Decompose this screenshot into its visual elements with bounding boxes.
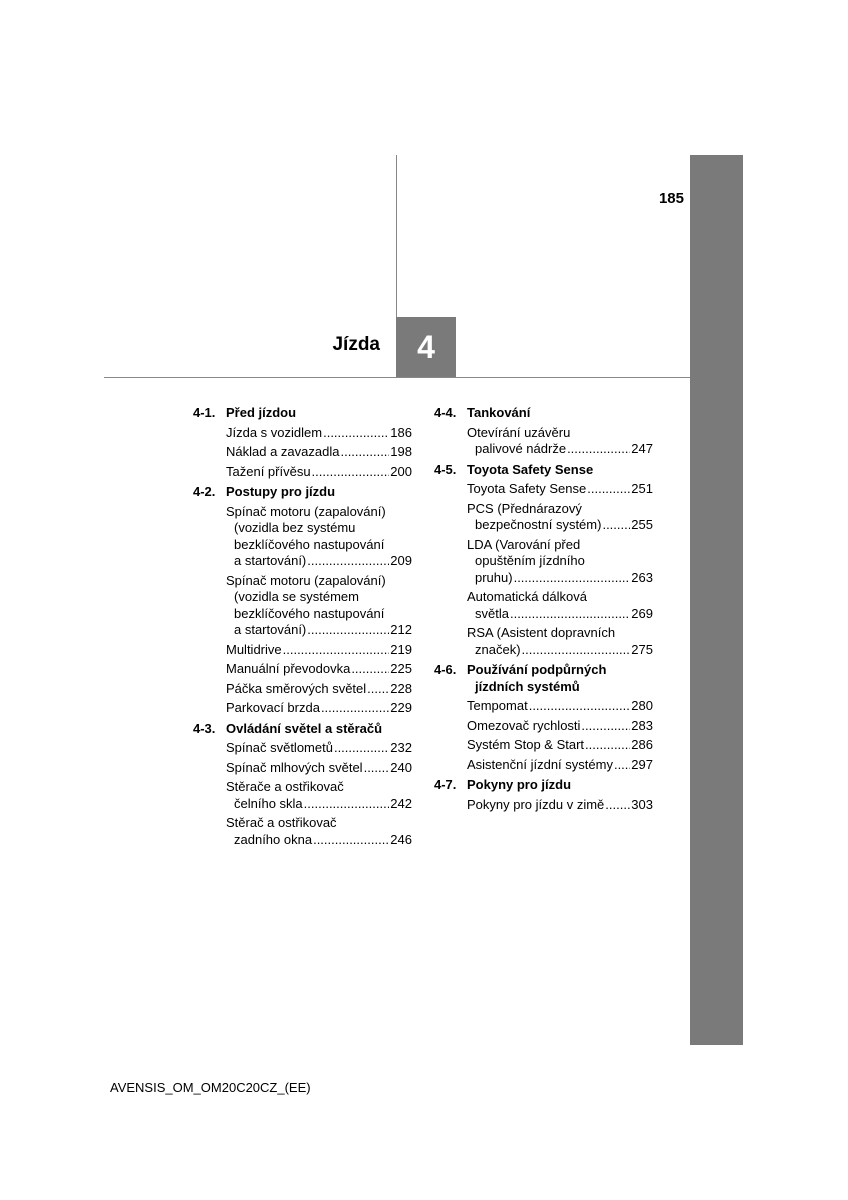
entry-text-line: RSA (Asistent dopravních — [467, 625, 616, 640]
entry-text: čelního skla — [234, 795, 303, 811]
dot-leader — [581, 718, 630, 735]
entry-page-number: 246 — [390, 831, 412, 847]
entry-last-line — [226, 642, 412, 659]
toc-section — [434, 662, 653, 773]
entry-last-line — [226, 832, 412, 849]
section-heading — [434, 462, 653, 479]
document-code: AVENSIS_OM_OM20C20CZ_(EE) — [110, 1080, 311, 1095]
dot-leader — [614, 757, 630, 774]
entry-text-line: Spínač motoru (zapalování) — [226, 572, 386, 588]
entry-last-line — [467, 441, 653, 458]
vertical-rule — [396, 155, 397, 317]
toc-entry[interactable] — [193, 425, 412, 442]
section-number: 4-1. — [193, 405, 216, 420]
section-title — [467, 405, 653, 422]
dot-leader — [567, 441, 630, 458]
toc-entry[interactable] — [193, 779, 412, 812]
toc-right-column — [434, 405, 653, 817]
entry-text: zadního okna — [234, 831, 313, 847]
entry-last-line — [226, 681, 412, 698]
toc-entry[interactable] — [193, 681, 412, 698]
entry-last-line — [226, 464, 412, 481]
dot-leader — [321, 700, 389, 717]
entry-text-line: Stěrač a ostřikovač — [226, 815, 337, 830]
entry-last-line — [467, 757, 653, 774]
entry-text-line: opuštěním jízdního — [475, 553, 585, 568]
section-number: 4-2. — [193, 484, 216, 499]
entry-text: bezpečnostní systém) — [475, 517, 602, 532]
toc-entry[interactable] — [434, 737, 653, 754]
entry-page-number: 286 — [631, 737, 653, 752]
dot-leader — [312, 464, 390, 481]
entry-page-number: 200 — [390, 463, 412, 479]
entry-last-line — [467, 481, 653, 498]
dot-leader — [340, 444, 389, 461]
entry-page-number: 283 — [631, 717, 653, 733]
entry-text: Asistenční jízdní systémy — [467, 756, 613, 772]
section-number: 4-6. — [434, 662, 457, 677]
dot-leader — [313, 832, 389, 849]
entry-text: Pokyny pro jízdu v zimě — [467, 796, 605, 812]
entry-page-number: 229 — [390, 700, 412, 715]
entry-last-line — [467, 698, 653, 715]
entry-text-line: bezklíčového nastupování — [234, 536, 385, 552]
entry-page-number: 186 — [390, 424, 412, 440]
toc-entry[interactable] — [193, 642, 412, 659]
dot-leader — [364, 760, 390, 777]
entry-page-number: 225 — [390, 661, 412, 676]
toc-entry[interactable] — [193, 815, 412, 848]
section-title — [226, 405, 412, 422]
entry-last-line — [467, 718, 653, 735]
entry-text: Systém Stop & Start — [467, 737, 585, 752]
toc-entry[interactable] — [193, 760, 412, 777]
entry-page-number: 269 — [631, 605, 653, 621]
entry-page-number: 219 — [390, 641, 412, 657]
entry-text: Náklad a zavazadla — [226, 444, 340, 459]
entry-text-line: Automatická dálková — [467, 589, 587, 604]
entry-text: a startování) — [234, 622, 307, 637]
section-title — [226, 484, 412, 501]
entry-last-line — [467, 606, 653, 623]
dot-leader — [334, 740, 389, 757]
entry-page-number: 255 — [631, 517, 653, 532]
section-number: 4-7. — [434, 777, 457, 792]
dot-leader — [602, 517, 630, 534]
toc-entry[interactable] — [434, 698, 653, 715]
entry-text-line: PCS (Přednárazový — [467, 500, 582, 516]
entry-page-number: 228 — [390, 680, 412, 696]
toc-entry[interactable] — [434, 481, 653, 498]
dot-leader — [514, 570, 631, 587]
section-heading — [193, 721, 412, 738]
toc-section — [193, 405, 412, 480]
chapter-title: Jízda — [332, 334, 380, 355]
toc-section — [193, 484, 412, 717]
dot-leader — [304, 796, 390, 813]
toc-entry[interactable] — [193, 700, 412, 717]
entry-page-number: 198 — [390, 444, 412, 459]
dot-leader — [529, 698, 631, 715]
entry-page-number: 240 — [390, 759, 412, 775]
entry-last-line — [226, 760, 412, 777]
toc-entry[interactable] — [434, 757, 653, 774]
entry-text-line: Spínač motoru (zapalování) — [226, 503, 386, 519]
entry-text: Manuální převodovka — [226, 661, 351, 676]
entry-text: Toyota Safety Sense — [467, 481, 587, 496]
entry-text: Jízda s vozidlem — [226, 424, 323, 440]
entry-last-line — [467, 570, 653, 587]
toc-entry[interactable] — [193, 740, 412, 757]
section-title-line: Pokyny pro jízdu — [467, 777, 572, 792]
toc-section — [434, 405, 653, 458]
dot-leader — [323, 425, 389, 442]
entry-text: palivové nádrže — [475, 441, 567, 456]
entry-text: Omezovač rychlosti — [467, 717, 581, 733]
dot-leader — [587, 481, 630, 498]
entry-text-line: (vozidla se systémem — [234, 589, 359, 604]
entry-last-line — [226, 553, 412, 570]
entry-page-number: 303 — [631, 796, 653, 812]
toc-section — [193, 721, 412, 849]
toc-entry[interactable] — [434, 537, 653, 587]
toc-entry[interactable] — [434, 425, 653, 458]
section-title-line: jízdních systémů — [475, 678, 580, 694]
toc-entry[interactable] — [193, 464, 412, 481]
entry-page-number: 242 — [390, 795, 412, 811]
entry-last-line — [467, 517, 653, 534]
section-number: 4-3. — [193, 720, 216, 736]
entry-text: Páčka směrových světel — [226, 680, 367, 696]
toc-entry[interactable] — [434, 625, 653, 658]
section-heading — [193, 484, 412, 501]
entry-page-number: 247 — [631, 441, 653, 456]
section-heading — [434, 777, 653, 794]
entry-text: Tažení přívěsu — [226, 463, 311, 479]
toc-entry[interactable] — [434, 501, 653, 534]
entry-text: Multidrive — [226, 641, 282, 657]
section-title — [467, 662, 653, 695]
section-title-line: Toyota Safety Sense — [467, 461, 594, 477]
entry-text-line: Stěrače a ostřikovač — [226, 779, 344, 794]
entry-last-line — [226, 444, 412, 461]
entry-last-line — [226, 622, 412, 639]
entry-text: Spínač mlhových světel — [226, 759, 363, 775]
section-title-line: Používání podpůrných — [467, 662, 607, 677]
section-heading — [434, 662, 653, 695]
chapter-number-box: 4 — [396, 317, 456, 377]
toc-entry[interactable] — [434, 718, 653, 735]
dot-leader — [307, 622, 389, 639]
chapter-side-tab — [690, 155, 743, 1045]
section-number: 4-4. — [434, 405, 457, 420]
entry-last-line — [226, 425, 412, 442]
entry-text: značek) — [475, 641, 521, 657]
entry-last-line — [467, 797, 653, 814]
entry-text-line: LDA (Varování před — [467, 536, 581, 552]
entry-text: Spínač světlometů — [226, 740, 333, 755]
toc-left-column — [193, 405, 412, 852]
dot-leader — [585, 737, 630, 754]
dot-leader — [510, 606, 630, 623]
dot-leader — [367, 681, 389, 698]
toc-entry[interactable] — [193, 573, 412, 639]
entry-last-line — [467, 737, 653, 754]
entry-last-line — [226, 661, 412, 678]
header-rule — [104, 377, 690, 378]
toc-entry[interactable] — [434, 589, 653, 622]
entry-text-line: bezklíčového nastupování — [234, 605, 385, 621]
entry-last-line — [226, 700, 412, 717]
entry-page-number: 209 — [390, 553, 412, 568]
section-number: 4-5. — [434, 461, 457, 477]
entry-text: Tempomat — [467, 698, 528, 713]
section-title — [226, 721, 412, 738]
entry-text-line: (vozidla bez systému — [234, 520, 356, 535]
section-title-line: Tankování — [467, 405, 531, 420]
entry-text: světla — [475, 605, 509, 621]
entry-page-number: 251 — [631, 481, 653, 496]
toc-entry[interactable] — [193, 444, 412, 461]
entry-last-line — [226, 740, 412, 757]
page-number: 185 — [658, 190, 684, 207]
toc-section — [434, 462, 653, 659]
section-title-line: Před jízdou — [226, 405, 297, 420]
toc-entry[interactable] — [193, 504, 412, 570]
entry-page-number: 232 — [390, 740, 412, 755]
entry-text: Parkovací brzda — [226, 700, 320, 715]
entry-text-line: Otevírání uzávěru — [467, 424, 571, 440]
dot-leader — [307, 553, 389, 570]
entry-page-number: 263 — [631, 569, 653, 585]
toc-entry[interactable] — [193, 661, 412, 678]
entry-page-number: 275 — [631, 641, 653, 657]
section-title-line: Postupy pro jízdu — [226, 484, 336, 499]
entry-last-line — [226, 796, 412, 813]
dot-leader — [522, 642, 631, 659]
section-title — [467, 777, 653, 794]
section-title — [467, 462, 653, 479]
entry-last-line — [467, 642, 653, 659]
entry-page-number: 280 — [631, 698, 653, 713]
entry-page-number: 297 — [631, 756, 653, 772]
section-title-line: Ovládání světel a stěračů — [226, 720, 383, 736]
dot-leader — [351, 661, 389, 678]
entry-page-number: 212 — [390, 622, 412, 637]
dot-leader — [283, 642, 390, 659]
section-heading — [193, 405, 412, 422]
entry-text: a startování) — [234, 553, 307, 568]
toc-entry[interactable] — [434, 797, 653, 814]
entry-text: pruhu) — [475, 569, 513, 585]
section-heading — [434, 405, 653, 422]
toc-section — [434, 777, 653, 813]
dot-leader — [605, 797, 630, 814]
